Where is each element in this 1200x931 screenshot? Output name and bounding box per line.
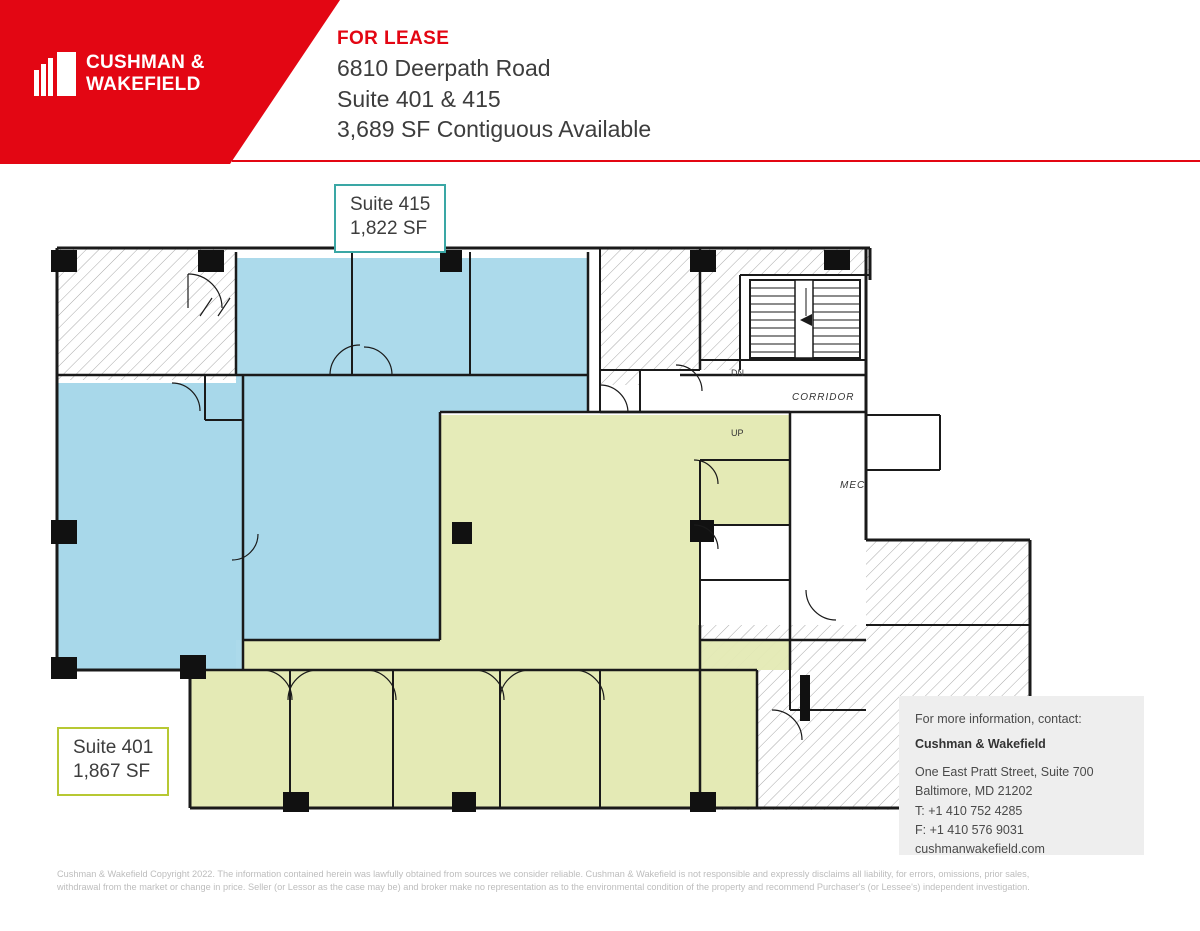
contact-lead-text: For more information, contact: <box>915 712 1082 726</box>
brand-line-2: WAKEFIELD <box>86 73 201 95</box>
suite-415-callout <box>334 184 446 253</box>
suite-401-area: 1,867 SF <box>73 761 151 783</box>
page-header <box>0 0 1200 164</box>
property-address: 6810 Deerpath Road <box>337 55 551 81</box>
building-logo-icon <box>34 52 76 96</box>
legal-disclaimer <box>57 868 1147 895</box>
contact-company: Cushman & Wakefield <box>915 737 1046 752</box>
mechanical-label: MEC <box>840 480 866 491</box>
suite-401-callout <box>57 727 169 796</box>
stairwell <box>750 280 860 358</box>
suite-401-title: Suite 401 <box>73 737 154 758</box>
contact-fax: F: +1 410 576 9031 <box>915 822 1024 837</box>
contact-address-line-2: Baltimore, MD 21202 <box>915 784 1033 799</box>
contact-website[interactable]: cushmanwakefield.com <box>915 842 1045 857</box>
stair-up-label: UP <box>731 428 744 438</box>
contact-box <box>899 696 1144 855</box>
corridor-label: CORRIDOR <box>792 392 855 403</box>
listing-header-info <box>337 28 651 145</box>
contact-phone: T: +1 410 752 4285 <box>915 803 1023 818</box>
disclaimer-line-1: Cushman & Wakefield Copyright 2022. The information contained herein was lawfully obtained from sources we consider reliable. Cushman & Wakefield is not responsible and expressly disclaims all liability, for errors, omissions, prior sales, <box>57 869 1030 879</box>
available-area: 3,689 SF Contiguous Available <box>337 116 652 143</box>
for-lease-eyebrow: FOR LEASE <box>337 28 450 49</box>
disclaimer-line-2: withdrawal from the market or change in price. Seller (or Lessor as the case may be) and broker make no representation as to the environmental condition of the property and recommend Purchaser's (or Lessee's) independent investigation. <box>57 882 1030 893</box>
cushman-wakefield-logo <box>34 52 205 96</box>
stair-down-label: DN <box>731 368 744 378</box>
suite-415-title: Suite 415 <box>350 194 431 215</box>
brand-name <box>86 52 205 96</box>
suite-numbers: Suite 401 & 415 <box>337 85 501 112</box>
suite-415-area: 1,822 SF <box>350 218 428 240</box>
contact-address-line-1: One East Pratt Street, Suite 700 <box>915 764 1094 779</box>
brand-line-1: CUSHMAN & <box>86 52 205 73</box>
header-divider-rule <box>232 160 1200 162</box>
